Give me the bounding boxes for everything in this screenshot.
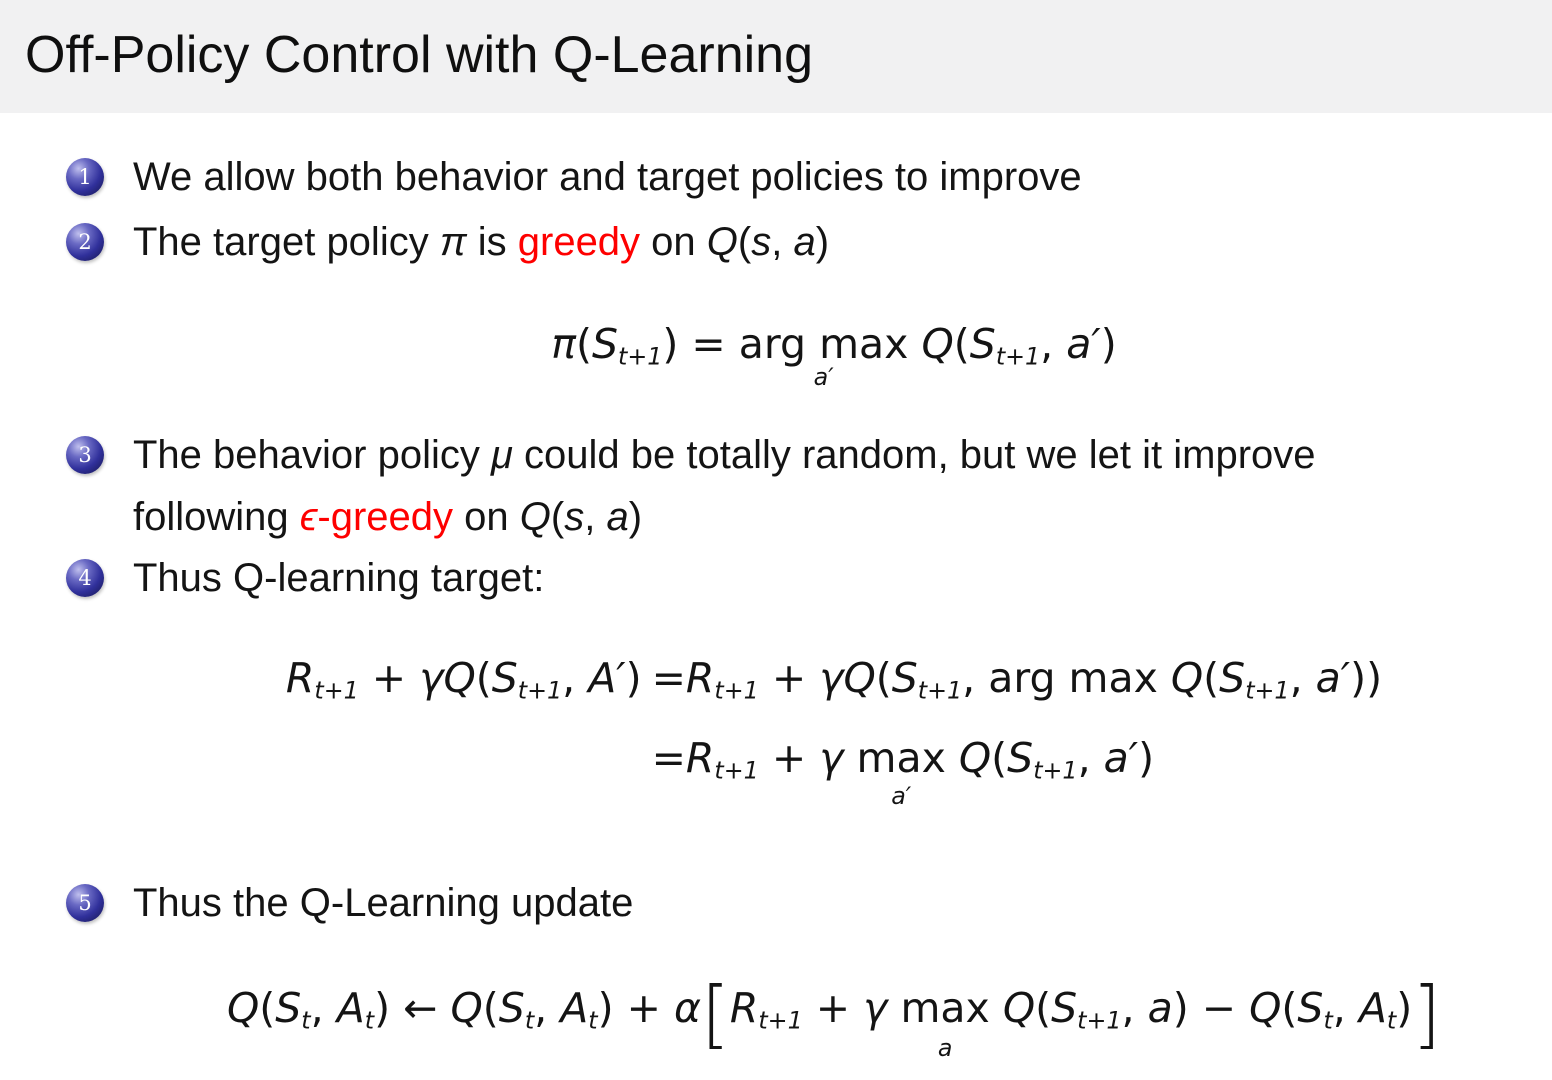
bullet-text-5: Thus the Q-Learning update (133, 881, 634, 925)
bullet-text-3: The behavior policy μ could be totally random, but we let it improve following ϵ-greedy on Q(s, a) (133, 433, 1316, 539)
bullet-text-4: Thus Q-learning target: (133, 556, 545, 600)
bullet-item-2 (66, 211, 829, 273)
equation-line1-lhs: $R_{t+1} + \gamma Q(S_{t+1}$, A′) (285, 654, 642, 705)
page-title: Off-Policy Control with Q-Learning (25, 25, 814, 84)
bullet-item-3 (66, 424, 1316, 548)
bullet-number-badge-4: 4 (66, 559, 104, 597)
bullet-number-badge-1: 1 (66, 158, 104, 196)
bullet-text-2: The target policy π is greedy on Q(s, a) (133, 220, 830, 264)
aligned-equations (285, 645, 1383, 810)
equation-line2-rhs: $=R_{t+1} + \gamma$ max a′ $Q(S_{t+1}$, a′) (651, 733, 1155, 810)
slide-title-bar (0, 0, 1552, 113)
bullet-text-1: We allow both behavior and target policies to improve (133, 155, 1082, 199)
bullet-number-badge-3: 3 (66, 436, 104, 474)
equation-line1-rhs: $=R_{t+1} + \gamma Q(S_{t+1}$, arg $\max Q(S_{t+1}$, a′)) (651, 654, 1383, 705)
bullet-item-5 (66, 872, 633, 934)
bullet-item-4 (66, 547, 544, 609)
bullet-item-1 (66, 146, 1082, 208)
equation-line2-lhs (286, 725, 642, 805)
formula-q-learning-target (116, 645, 1552, 810)
formula-pi-argmax: $\pi(S_{t+1})$ = arg max a′ $Q(S_{t+1}$, a′) (551, 320, 1117, 391)
bullet-number-badge-2: 2 (66, 223, 104, 261)
bullet-number-badge-5: 5 (66, 884, 104, 922)
formula-q-learning-update: $Q(S_t$, $A_t$) ← $Q(S_t$, $A_t) + \alpha[R_{t+1} + \gamma$ max a $Q(S_{t+1}$, $a) - Q(S_t$, $A_t$)] (226, 971, 1442, 1063)
